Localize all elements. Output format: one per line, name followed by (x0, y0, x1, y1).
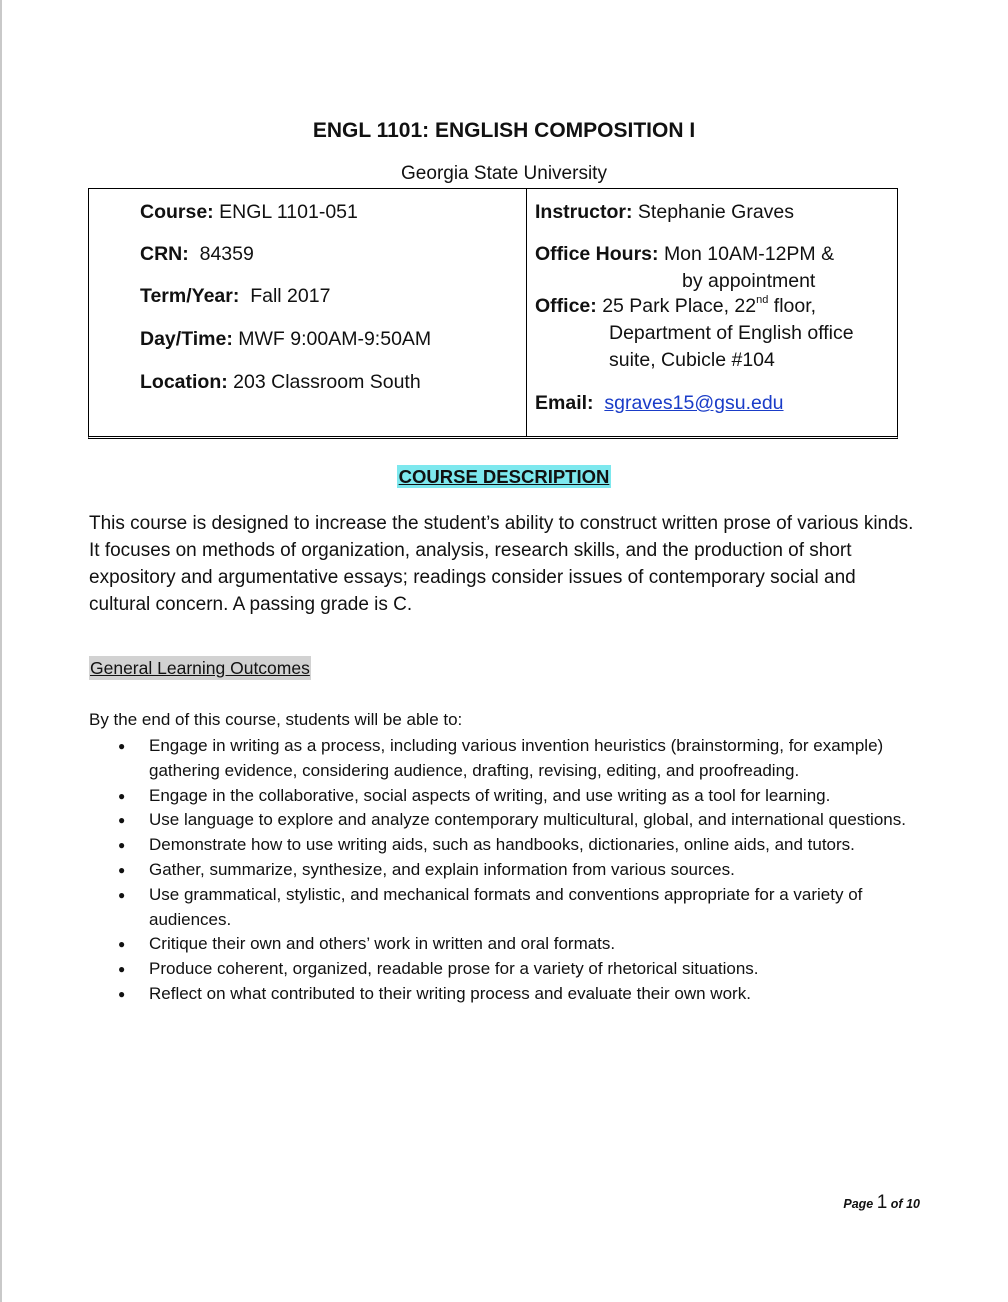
daytime-label: Day/Time: (140, 328, 233, 350)
email-row (535, 392, 784, 415)
crn-label: CRN: (140, 243, 189, 265)
course-description-heading-text: COURSE DESCRIPTION (398, 466, 610, 487)
office-row (535, 295, 816, 318)
term-label: Term/Year: (140, 285, 240, 307)
office-line3: suite, Cubicle #104 (609, 349, 775, 371)
list-item: ● Use language to explore and analyze contemporary multicultural, global, and international questions. (149, 808, 939, 833)
term-row (140, 285, 330, 308)
course-description-body: This course is designed to increase the student’s ability to construct written prose of various kinds. It focuses on methods of organization, analysis, research skills, and the production of short expository and argumentative essays; readings consider issues of contemporary social and cultural concern. A passing grade is C. (89, 513, 914, 615)
office-hours-row (535, 243, 834, 266)
list-item: ● Produce coherent, organized, readable prose for a variety of rhetorical situations. (149, 957, 939, 982)
page-current: 1 (876, 1192, 888, 1213)
outcomes-intro: By the end of this course, students will be able to: (89, 710, 463, 729)
email-link[interactable]: sgraves15@gsu.edu (604, 392, 784, 414)
page-edge (0, 0, 2, 1302)
office-value-post: floor, (768, 295, 817, 317)
crn-row (140, 243, 254, 266)
instructor-value: Stephanie Graves (637, 201, 795, 223)
page-total: 10 (906, 1197, 920, 1211)
table-divider (526, 189, 527, 436)
daytime-value: MWF 9:00AM-9:50AM (238, 328, 432, 350)
office-value-sup: nd (756, 294, 769, 306)
page-number (843, 1192, 920, 1214)
course-value: ENGL 1101-051 (219, 201, 358, 223)
office-hours-value: Mon 10AM-12PM & (663, 243, 835, 265)
of-label: of (890, 1197, 903, 1211)
instructor-row (535, 201, 794, 224)
outcomes-heading (89, 658, 311, 679)
list-item: ● Engage in writing as a process, including various invention heuristics (brainstorming, for example) gathering evidence, considering audience, drafting, revising, editing, and proofreading. (149, 734, 939, 784)
course-description-heading (0, 466, 1008, 488)
course-label: Course: (140, 201, 214, 223)
course-row (140, 201, 358, 224)
university-name: Georgia State University (401, 163, 607, 184)
page-label: Page (843, 1197, 874, 1211)
crn-value: 84359 (199, 243, 254, 265)
office-hours-cont: by appointment (682, 270, 816, 292)
email-label: Email: (535, 392, 594, 414)
term-value: Fall 2017 (250, 285, 331, 307)
office-line2: Department of English office (609, 322, 854, 344)
course-info-table (88, 188, 898, 439)
office-hours-label: Office Hours: (535, 243, 659, 265)
list-item: ● Critique their own and others’ work in written and oral formats. (149, 932, 939, 957)
location-value: 203 Classroom South (233, 371, 421, 393)
list-item: ● Gather, summarize, synthesize, and explain information from various sources. (149, 858, 939, 883)
location-row (140, 371, 421, 394)
instructor-label: Instructor: (535, 201, 633, 223)
daytime-row (140, 328, 431, 351)
office-value-pre: 25 Park Place, 22 (602, 295, 757, 317)
location-label: Location: (140, 371, 228, 393)
list-item: ● Reflect on what contributed to their writing process and evaluate their own work. (149, 982, 939, 1007)
outcomes-list (149, 734, 939, 1007)
outcomes-heading-text: General Learning Outcomes (90, 658, 310, 678)
list-item: ● Use grammatical, stylistic, and mechanical formats and conventions appropriate for a variety of audiences. (149, 883, 939, 933)
list-item: ● Demonstrate how to use writing aids, such as handbooks, dictionaries, online aids, and tutors. (149, 833, 939, 858)
list-item: ● Engage in the collaborative, social aspects of writing, and use writing as a tool for learning. (149, 784, 939, 809)
office-label: Office: (535, 295, 597, 317)
course-title: ENGL 1101: ENGLISH COMPOSITION I (312, 119, 696, 142)
